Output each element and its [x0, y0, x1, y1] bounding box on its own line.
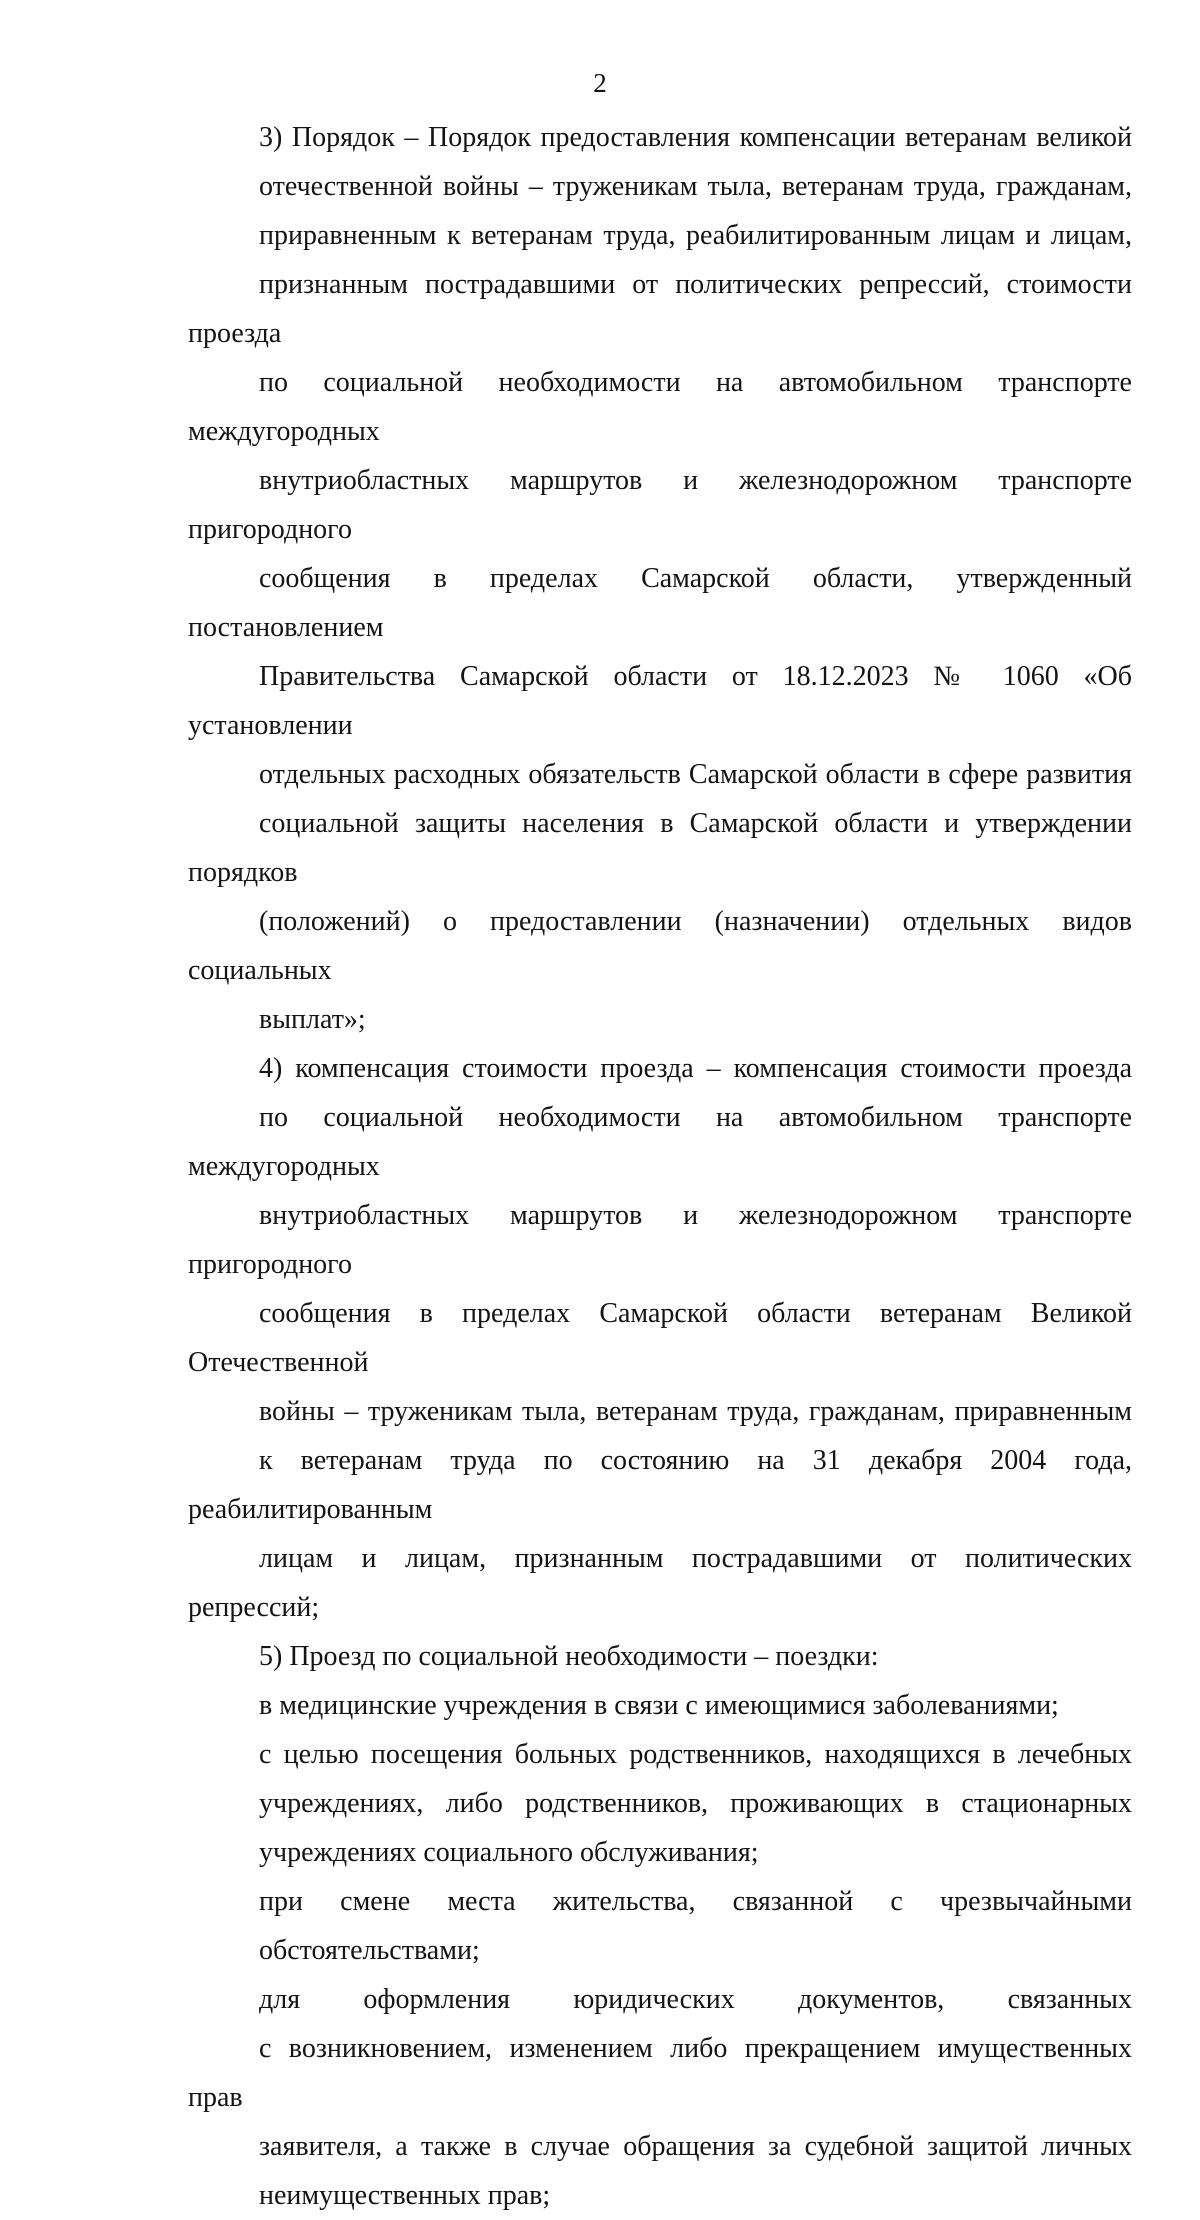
text-line: сообщения в пределах Самарской области, утвержденный постановлением [188, 563, 1132, 643]
text-line: заявителя, а также в случае обращения за судебной защитой личных [259, 2131, 1132, 2162]
text-line: социальной защиты населения в Самарской области и утверждении порядков [188, 808, 1132, 888]
text-line: отдельных расходных обязательств Самарской области в сфере развития [259, 759, 1132, 790]
paragraph [188, 1877, 1132, 1975]
text-line: внутриобластных маршрутов и железнодорожном транспорте пригородного [188, 465, 1132, 545]
text-line: приравненным к ветеранам труда, реабилитированным лицам и лицам, [259, 220, 1132, 251]
text-line: признанным пострадавшими от политических репрессий, стоимости проезда [188, 269, 1132, 349]
text-line: с возникновением, изменением либо прекращением имущественных прав [188, 2033, 1132, 2113]
text-line: выплат»; [259, 1004, 366, 1035]
text-line: учреждениях, либо родственников, проживающих в стационарных [259, 1788, 1132, 1819]
text-line: Правительства Самарской области от 18.12.2023 № 1060 «Об установлении [188, 661, 1132, 741]
text-line: обстоятельствами; [259, 1935, 480, 1966]
text-line: к ветеранам труда по состоянию на 31 декабря 2004 года, реабилитированным [188, 1445, 1132, 1525]
text-line: лицам и лицам, признанным пострадавшими от политических репрессий; [188, 1543, 1132, 1623]
page-number: 2 [593, 68, 607, 98]
paragraph [188, 1632, 1132, 1681]
text-line: учреждениях социального обслуживания; [259, 1837, 759, 1868]
text-line: войны – труженикам тыла, ветеранам труда, гражданам, приравненным [259, 1396, 1132, 1427]
text-line: сообщения в пределах Самарской области ветеранам Великой Отечественной [188, 1298, 1132, 1378]
paragraph [188, 1044, 1132, 1632]
text-line: для оформления юридических документов, связанных [259, 1984, 1132, 2015]
paragraph [188, 1730, 1132, 1877]
paragraph [188, 1975, 1132, 2220]
text-line: с целью посещения больных родственников, находящихся в лечебных [259, 1739, 1132, 1770]
paragraph [188, 113, 1132, 1044]
text-line: отечественной войны – труженикам тыла, ветеранам труда, гражданам, [259, 171, 1132, 202]
text-line: по социальной необходимости на автомобильном транспорте междугородных [188, 1102, 1132, 1182]
text-line: по социальной необходимости на автомобильном транспорте междугородных [188, 367, 1132, 447]
paragraph [188, 1681, 1132, 1730]
text-line: неимущественных прав; [259, 2180, 551, 2211]
text-line: (положений) о предоставлении (назначении) отдельных видов социальных [188, 906, 1132, 986]
document-body [188, 113, 1132, 2220]
text-line: 4) компенсация стоимости проезда – компенсация стоимости проезда [259, 1053, 1132, 1084]
text-line: 5) Проезд по социальной необходимости – поездки: [259, 1641, 879, 1672]
text-line: внутриобластных маршрутов и железнодорожном транспорте пригородного [188, 1200, 1132, 1280]
text-line: в медицинские учреждения в связи с имеющимися заболеваниями; [259, 1690, 1059, 1721]
text-line: при смене места жительства, связанной с чрезвычайными [259, 1886, 1132, 1917]
text-line: 3) Порядок – Порядок предоставления компенсации ветеранам великой [259, 122, 1132, 153]
